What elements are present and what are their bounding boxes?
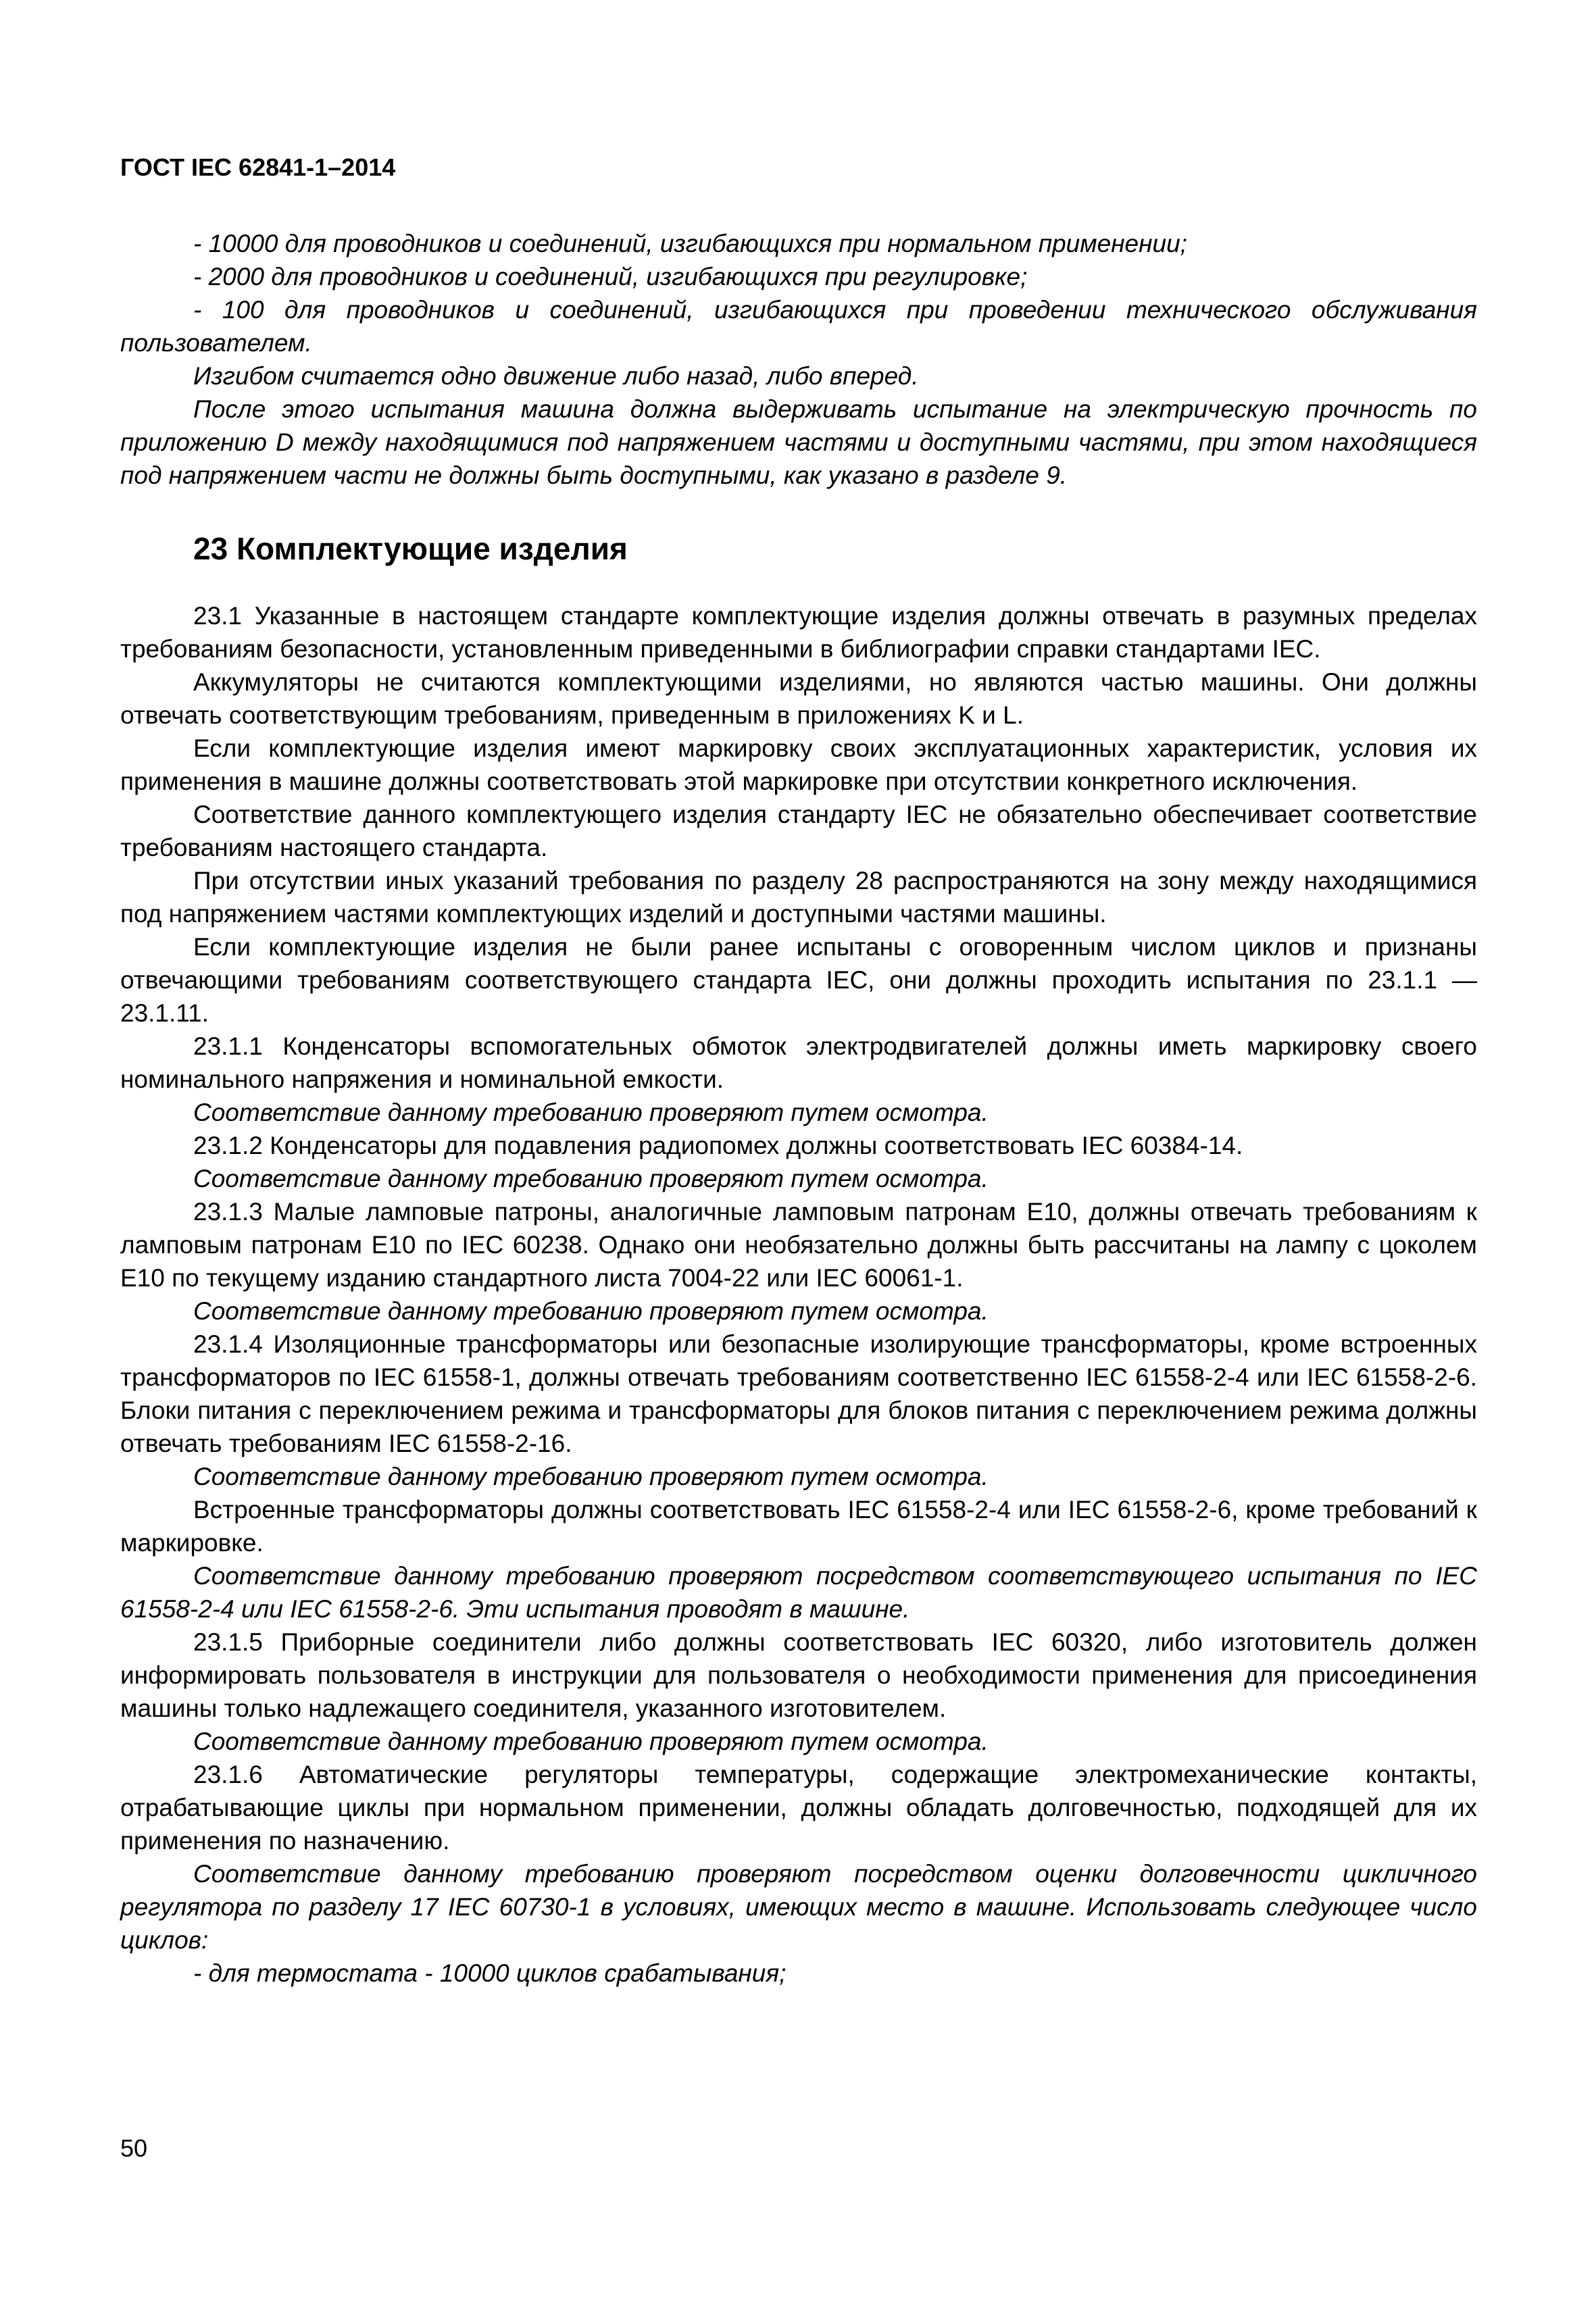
list-item: - для термостата - 10000 циклов срабатывания; (193, 1959, 787, 1987)
body-paragraph: Если комплектующие изделия имеют маркировку своих эксплуатационных характеристик, условия их применения в машине должны соответствовать этой маркировке при отсутствии конкретного исключения. (120, 734, 1477, 795)
clause-23-1-1: 23.1.1 Конденсаторы вспомогательных обмоток электродвигателей должны иметь маркировку своего номинального напряжения и номинальной емкости. (120, 1032, 1477, 1093)
body-paragraph: Встроенные трансформаторы должны соответствовать IEC 61558-2-4 или IEC 61558-2-6, кроме требований к маркировке. (120, 1496, 1477, 1557)
clause-23-1-6: 23.1.6 Автоматические регуляторы температуры, содержащие электромеханические контакты, отрабатывающие циклы при нормальном применении, должны обладать долговечностью, подходящей для их применения по назначению. (120, 1761, 1477, 1855)
body-paragraph: 23.1 Указанные в настоящем стандарте комплектующие изделия должны отвечать в разумных пределах требованиям безопасности, установленным приведенными в библиографии справки стандартами IEC. (120, 602, 1477, 663)
continuation-paragraph: После этого испытания машина должна выдерживать испытание на электрическую прочность по приложению D между находящимися под напряжением частями и доступными частями, при этом находящиеся под напряжением части не должны быть доступными, как указано в разделе 9. (120, 395, 1477, 489)
compliance-note: Соответствие данному требованию проверяют путем осмотра. (193, 1099, 989, 1126)
compliance-note: Соответствие данному требованию проверяют посредством соответствующего испытания по IEC 61558-2-4 или IEC 61558-2-6. Эти испытания проводят в машине. (120, 1562, 1477, 1623)
clause-23-1-5: 23.1.5 Приборные соединители либо должны соответствовать IEC 60320, либо изготовитель должен информировать пользователя в инструкции для пользователя о необходимости применения для присоединения машины только надлежащего соединителя, указанного изготовителем. (120, 1628, 1477, 1722)
document-code-header: ГОСТ IEC 62841-1–2014 (120, 153, 396, 181)
body-paragraph: Соответствие данного комплектующего изделия стандарту IEC не обязательно обеспечивает соответствие требованиям настоящего стандарта. (120, 801, 1477, 861)
continuation-paragraph: - 100 для проводников и соединений, изгибающихся при проведении технического обслуживания пользователем. (120, 296, 1477, 357)
continuation-paragraph: Изгибом считается одно движение либо назад, либо вперед. (193, 362, 919, 390)
compliance-note: Соответствие данному требованию проверяют путем осмотра. (193, 1297, 989, 1325)
compliance-note: Соответствие данному требованию проверяют путем осмотра. (193, 1728, 989, 1755)
section-title: 23 Комплектующие изделия (193, 531, 628, 566)
body-paragraph: При отсутствии иных указаний требования по разделу 28 распространяются на зону между находящимися под напряжением частями комплектующих изделий и доступными частями машины. (120, 867, 1477, 928)
compliance-note: Соответствие данному требованию проверяют путем осмотра. (193, 1165, 989, 1192)
continuation-paragraph: - 10000 для проводников и соединений, изгибающихся при нормальном применении; (193, 230, 1187, 257)
clause-23-1-2: 23.1.2 Конденсаторы для подавления радиопомех должны соответствовать IEC 60384-14. (193, 1132, 1243, 1159)
clause-23-1-4: 23.1.4 Изоляционные трансформаторы или безопасные изолирующие трансформаторы, кроме встроенных трансформаторов по IEC 61558-1, должны отвечать требованиям соответственно IEC 61558-2-4 или IEC 61558-2-6. Блоки питания с переключением режима и трансформаторы для блоков питания с переключением режима должны отвечать требованиям IEC 61558-2-16. (120, 1330, 1477, 1457)
compliance-note: Соответствие данному требованию проверяют посредством оценки долговечности цикличного регулятора по разделу 17 IEC 60730-1 в условиях, имеющих место в машине. Использовать следующее число циклов: (120, 1860, 1477, 1954)
body-paragraph: Аккумуляторы не считаются комплектующими изделиями, но являются частью машины. Они должны отвечать соответствующим требованиям, приведенным в приложениях K и L. (120, 668, 1477, 729)
clause-23-1-3: 23.1.3 Малые ламповые патроны, аналогичные ламповым патронам E10, должны отвечать требованиям к ламповым патронам E10 по IEC 60238. Однако они необязательно должны быть рассчитаны на лампу с цоколем E10 по текущему изданию стандартного листа 7004-22 или IEC 60061-1. (120, 1198, 1477, 1292)
compliance-note: Соответствие данному требованию проверяют путем осмотра. (193, 1463, 989, 1490)
page-body (120, 227, 1477, 1990)
body-paragraph: Если комплектующие изделия не были ранее испытаны с оговоренным числом циклов и признаны отвечающими требованиям соответствующего стандарта IEC, они должны проходить испытания по 23.1.1 — 23.1.11. (120, 933, 1477, 1027)
page-number: 50 (120, 2134, 148, 2162)
continuation-paragraph: - 2000 для проводников и соединений, изгибающихся при регулировке; (193, 263, 1028, 291)
